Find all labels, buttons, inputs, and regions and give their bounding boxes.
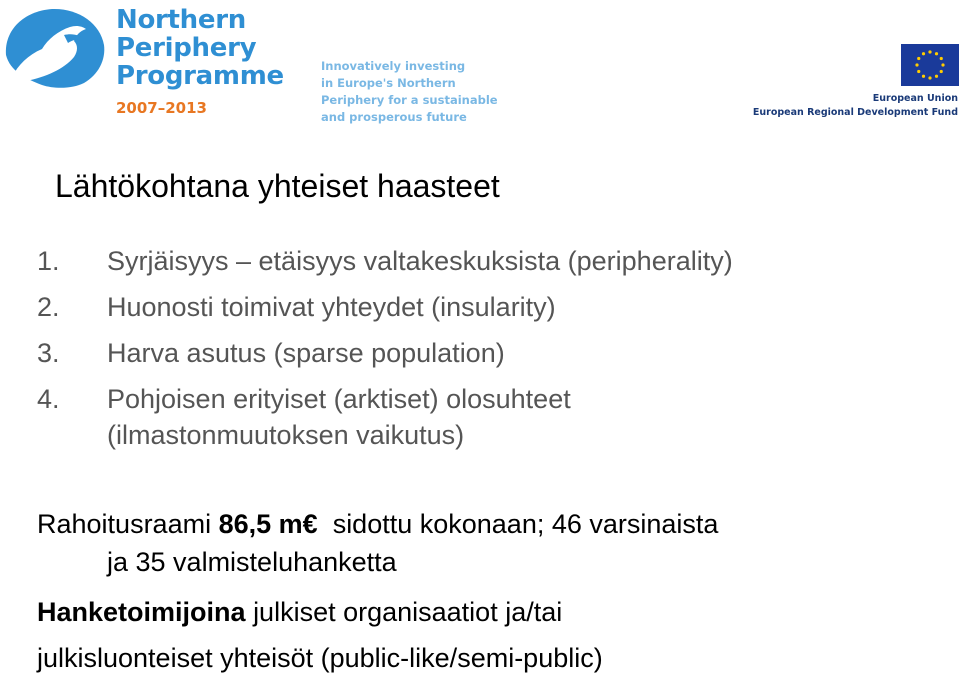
eu-flag-icon bbox=[901, 44, 959, 86]
dove-globe-logo-icon bbox=[2, 5, 112, 89]
eu-star-icon bbox=[928, 76, 931, 79]
list-text: Syrjäisyys – etäisyys valtakeskuksista (peripherality) bbox=[107, 246, 733, 276]
list-item bbox=[37, 376, 937, 458]
tagline-line: and prosperous future bbox=[321, 110, 467, 124]
list-number: 4. bbox=[37, 384, 60, 414]
programme-years: 2007–2013 bbox=[116, 99, 207, 117]
operators-line bbox=[37, 589, 937, 635]
slide-title: Lähtökohtana yhteiset haasteet bbox=[55, 168, 500, 204]
funding-line bbox=[37, 505, 937, 543]
eu-star-icon bbox=[940, 70, 943, 73]
list-item bbox=[37, 284, 937, 330]
eu-star-icon bbox=[917, 57, 920, 60]
eu-label-line: European Regional Development Fund bbox=[752, 107, 958, 118]
list-item bbox=[37, 238, 937, 284]
programme-name-line: Programme bbox=[116, 61, 284, 91]
eu-star-icon bbox=[922, 75, 925, 78]
operators-paragraph bbox=[37, 589, 937, 681]
eu-star-icon bbox=[928, 50, 931, 53]
eu-star-icon bbox=[935, 52, 938, 55]
programme-name bbox=[116, 6, 284, 90]
list-item bbox=[37, 330, 937, 376]
list-text: Pohjoisen erityiset (arktiset) olosuhteet (ilmastonmuutoksen vaikutus) bbox=[107, 384, 571, 450]
funding-line-2: ja 35 valmisteluhanketta bbox=[107, 547, 397, 577]
operators-lead: Hanketoimijoina bbox=[37, 597, 246, 627]
eu-star-icon bbox=[922, 52, 925, 55]
eu-star-icon bbox=[941, 63, 944, 66]
eu-star-icon bbox=[935, 75, 938, 78]
eu-star-icon bbox=[940, 57, 943, 60]
funding-amount: 86,5 m€ bbox=[218, 509, 318, 539]
list-number: 2. bbox=[37, 292, 60, 322]
funding-prefix: Rahoitusraami bbox=[37, 509, 212, 539]
tagline-line: Periphery for a sustainable bbox=[321, 93, 498, 107]
funding-paragraph bbox=[37, 505, 937, 581]
programme-name-line: Northern bbox=[116, 5, 246, 35]
operators-line-2: julkisluonteiset yhteisöt (public-like/semi-public) bbox=[37, 643, 603, 673]
programme-logo bbox=[0, 0, 300, 125]
tagline-line: in Europe's Northern bbox=[321, 76, 456, 90]
list-text: Huonosti toimivat yhteydet (insularity) bbox=[107, 292, 556, 322]
list-number: 3. bbox=[37, 338, 60, 368]
eu-label bbox=[753, 92, 958, 120]
list-number: 1. bbox=[37, 246, 60, 276]
eu-star-icon bbox=[917, 70, 920, 73]
list-text: Harva asutus (sparse population) bbox=[107, 338, 505, 368]
eu-label-line: European Union bbox=[872, 93, 958, 104]
challenge-list bbox=[37, 238, 937, 458]
operators-rest: julkiset organisaatiot ja/tai bbox=[253, 597, 563, 627]
programme-name-line: Periphery bbox=[116, 33, 257, 63]
eu-star-icon bbox=[915, 63, 918, 66]
tagline-line: Innovatively investing bbox=[321, 59, 466, 73]
programme-tagline bbox=[321, 58, 498, 126]
funding-rest: sidottu kokonaan; 46 varsinaista bbox=[332, 509, 719, 539]
